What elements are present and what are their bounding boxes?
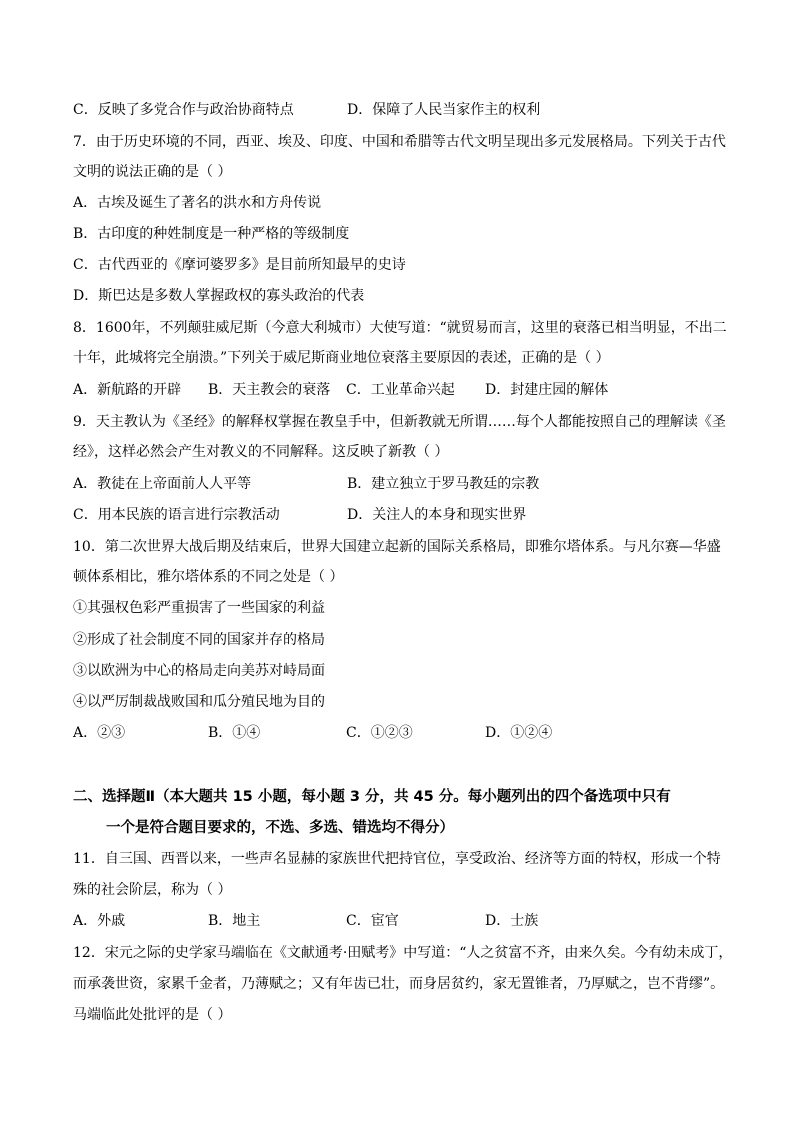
q11-option-a: A．外戚	[73, 913, 126, 929]
q9-option-a: A．教徒在上帝面前人人平等	[73, 476, 252, 492]
q6-option-c: C．反映了多党合作与政治协商特点	[73, 102, 294, 118]
q12-stem-line3: 马端临此处批评的是（ ）	[73, 1007, 232, 1023]
q10-item-4: ④以严厉制裁战败国和瓜分殖民地为目的	[73, 694, 325, 710]
q9-stem-line2: 经》，这样必然会产生对教义的不同解释。这反映了新教（ ）	[73, 444, 449, 460]
q9-option-d: D．关注人的本身和现实世界	[347, 507, 527, 523]
q6-option-d: D．保障了人民当家作主的权利	[347, 102, 541, 118]
q11-stem-line2: 殊的社会阶层，称为（ ）	[73, 882, 232, 898]
q10-option-c: C．①②③	[346, 725, 413, 741]
q9-option-c: C．用本民族的语言进行宗教活动	[73, 507, 280, 523]
q11-option-c: C．宦官	[346, 913, 399, 929]
q7-option-c: C．古代西亚的《摩诃婆罗多》是目前所知最早的史诗	[73, 257, 406, 273]
q11-option-d: D．士族	[485, 913, 539, 929]
q10-option-a: A．②③	[73, 725, 126, 741]
q9-option-b: B．建立独立于罗马教廷的宗教	[347, 476, 540, 492]
section-2-heading-line1: 二、选择题Ⅱ（本大题共 15 小题，每小题 3 分，共 45 分。每小题列出的四个备选项中只有	[73, 789, 671, 805]
q8-option-a: A．新航路的开辟	[73, 382, 182, 398]
q8-option-d: D．封建庄园的解体	[485, 382, 609, 398]
q7-stem-line1: 7．由于历史环境的不同，西亚、埃及、印度、中国和希腊等古代文明呈现出多元发展格局。下列关于古代	[73, 134, 726, 150]
q10-option-b: B．①④	[208, 725, 261, 741]
q9-stem-line1: 9．天主教认为《圣经》的解释权掌握在教皇手中，但新教就无所谓……每个人都能按照自己的理解读《圣	[73, 414, 726, 430]
q7-option-d: D．斯巴达是多数人掌握政权的寡头政治的代表	[73, 288, 365, 304]
q8-stem-line2: 十年，此城将完全崩溃。”下列关于威尼斯商业地位衰落主要原因的表述，正确的是（ ）	[73, 350, 610, 366]
q8-option-b: B．天主教会的衰落	[208, 382, 331, 398]
q11-option-b: B．地主	[208, 913, 261, 929]
q11-stem-line1: 11．自三国、西晋以来，一些声名显赫的家族世代把持官位，享受政治、经济等方面的特权，形成一个特	[73, 851, 721, 867]
q7-option-b: B．古印度的种姓制度是一种严格的等级制度	[73, 226, 350, 242]
q12-stem-line2: 而承袭世资，家累千金者，乃薄赋之；又有年齿已壮，而身居贫约，家无置锥者，乃厚赋之，岂不背缪”。	[73, 976, 725, 992]
q8-stem-line1: 8．1600年，不列颠驻威尼斯（今意大利城市）大使写道：“就贸易而言，这里的衰落已相当明显，不出二	[73, 320, 727, 336]
q10-item-1: ①其强权色彩严重损害了一些国家的利益	[73, 600, 325, 616]
q7-stem-line2: 文明的说法正确的是（ ）	[73, 164, 232, 180]
q7-option-a: A．古埃及诞生了著名的洪水和方舟传说	[73, 195, 322, 211]
q10-item-2: ②形成了社会制度不同的国家并存的格局	[73, 632, 325, 648]
q10-stem-line2: 顿体系相比，雅尔塔体系的不同之处是（ ）	[73, 569, 344, 585]
q10-stem-line1: 10．第二次世界大战后期及结束后，世界大国建立起新的国际关系格局，即雅尔塔体系。与凡尔赛—华盛	[73, 539, 721, 555]
q10-item-3: ③以欧洲为中心的格局走向美苏对峙局面	[73, 663, 325, 679]
section-2-heading-line2: 一个是符合题目要求的，不选、多选、错选均不得分）	[106, 820, 454, 836]
q8-option-c: C．工业革命兴起	[346, 382, 455, 398]
q12-stem-line1: 12．宋元之际的史学家马端临在《文献通考·田赋考》中写道：“人之贫富不齐，由来久矣。今有幼未成丁，	[73, 945, 733, 961]
q10-option-d: D．①②④	[485, 725, 553, 741]
